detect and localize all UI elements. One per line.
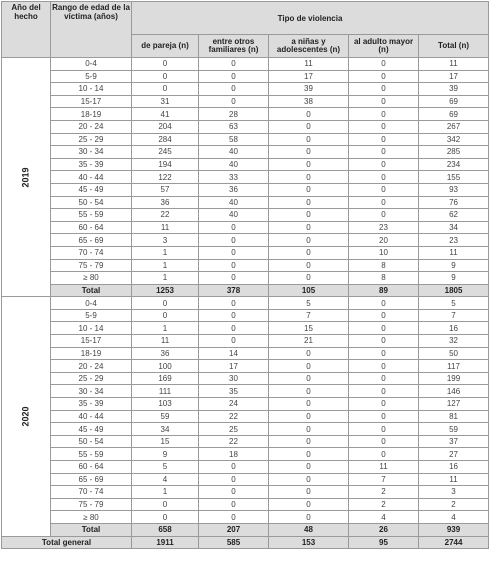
value-cell: 0: [132, 83, 199, 96]
age-range-cell: 70 - 74: [51, 246, 132, 259]
value-cell: 34: [132, 423, 199, 436]
value-cell: 0: [269, 221, 349, 234]
value-cell: 50: [419, 347, 489, 360]
age-range-cell: 15-17: [51, 335, 132, 348]
value-cell: 0: [269, 423, 349, 436]
table-row: [2, 335, 489, 348]
value-cell: 0: [269, 486, 349, 499]
value-cell: 33: [199, 171, 269, 184]
value-cell: 36: [199, 183, 269, 196]
value-cell: 0: [199, 70, 269, 83]
value-cell: 1: [132, 322, 199, 335]
value-cell: 4: [419, 511, 489, 524]
value-cell: 40: [199, 196, 269, 209]
table-row: [2, 372, 489, 385]
age-range-cell: 0-4: [51, 297, 132, 310]
value-cell: 103: [132, 398, 199, 411]
value-cell: 0: [199, 461, 269, 474]
table-header: [2, 2, 489, 58]
value-cell: 0: [349, 435, 419, 448]
age-range-cell: 50 - 54: [51, 196, 132, 209]
value-cell: 1: [132, 486, 199, 499]
value-cell: 31: [132, 95, 199, 108]
grand-total-row: [2, 536, 489, 549]
table-row: [2, 83, 489, 96]
value-cell: 11: [419, 58, 489, 71]
violence-table-container: [1, 1, 489, 549]
value-cell: 0: [199, 473, 269, 486]
value-cell: 0: [349, 183, 419, 196]
value-cell: 0: [269, 372, 349, 385]
value-cell: 32: [419, 335, 489, 348]
total-label: Total: [51, 523, 132, 536]
value-cell: 0: [132, 309, 199, 322]
value-cell: 11: [349, 461, 419, 474]
total-row: [2, 523, 489, 536]
table-row: [2, 146, 489, 159]
value-cell: 63: [199, 120, 269, 133]
value-cell: 1: [132, 246, 199, 259]
value-cell: 0: [269, 410, 349, 423]
age-range-cell: 18-19: [51, 347, 132, 360]
value-cell: 0: [349, 196, 419, 209]
age-range-cell: 20 - 24: [51, 120, 132, 133]
table-row: [2, 498, 489, 511]
age-range-cell: 15-17: [51, 95, 132, 108]
age-range-cell: 45 - 49: [51, 183, 132, 196]
value-cell: 245: [132, 146, 199, 159]
value-cell: 127: [419, 398, 489, 411]
age-range-cell: 25 - 29: [51, 133, 132, 146]
value-cell: 1: [132, 272, 199, 285]
age-range-cell: 10 - 14: [51, 322, 132, 335]
value-cell: 27: [419, 448, 489, 461]
value-cell: 0: [269, 272, 349, 285]
age-range-cell: ≥ 80: [51, 272, 132, 285]
value-cell: 0: [269, 209, 349, 222]
value-cell: 9: [132, 448, 199, 461]
value-cell: 0: [269, 360, 349, 373]
value-cell: 0: [269, 347, 349, 360]
value-cell: 0: [269, 448, 349, 461]
value-cell: 284: [132, 133, 199, 146]
value-cell: 0: [349, 133, 419, 146]
grand-total-cell: 2744: [419, 536, 489, 549]
value-cell: 40: [199, 158, 269, 171]
value-cell: 169: [132, 372, 199, 385]
value-cell: 267: [419, 120, 489, 133]
value-cell: 16: [419, 461, 489, 474]
value-cell: 17: [269, 70, 349, 83]
value-cell: 0: [349, 297, 419, 310]
value-cell: 15: [269, 322, 349, 335]
value-cell: 0: [269, 146, 349, 159]
value-cell: 0: [269, 259, 349, 272]
age-range-cell: 30 - 34: [51, 385, 132, 398]
value-cell: 41: [132, 108, 199, 121]
value-cell: 81: [419, 410, 489, 423]
value-cell: 0: [349, 410, 419, 423]
value-cell: 3: [419, 486, 489, 499]
header-col-pareja: de pareja (n): [132, 35, 199, 58]
table-row: [2, 410, 489, 423]
age-range-cell: 60 - 64: [51, 221, 132, 234]
value-cell: 0: [349, 448, 419, 461]
value-cell: 122: [132, 171, 199, 184]
total-row: [2, 284, 489, 297]
value-cell: 17: [199, 360, 269, 373]
value-cell: 28: [199, 108, 269, 121]
value-cell: 0: [269, 133, 349, 146]
value-cell: 0: [349, 83, 419, 96]
table-row: [2, 435, 489, 448]
value-cell: 0: [349, 146, 419, 159]
value-cell: 23: [349, 221, 419, 234]
value-cell: 7: [269, 309, 349, 322]
value-cell: 10: [349, 246, 419, 259]
table-row: [2, 133, 489, 146]
table-row: [2, 473, 489, 486]
header-violence-type: Tipo de violencia: [132, 2, 489, 35]
table-row: [2, 398, 489, 411]
age-range-cell: 50 - 54: [51, 435, 132, 448]
value-cell: 2: [419, 498, 489, 511]
value-cell: 0: [349, 95, 419, 108]
value-cell: 155: [419, 171, 489, 184]
value-cell: 11: [132, 221, 199, 234]
value-cell: 24: [199, 398, 269, 411]
header-age-range: Rango de edad de la víctima (años): [51, 2, 132, 58]
total-label: Total: [51, 284, 132, 297]
value-cell: 0: [199, 486, 269, 499]
value-cell: 76: [419, 196, 489, 209]
table-row: [2, 221, 489, 234]
table-row: [2, 385, 489, 398]
table-row: [2, 196, 489, 209]
value-cell: 0: [349, 158, 419, 171]
value-cell: 22: [199, 410, 269, 423]
age-range-cell: 25 - 29: [51, 372, 132, 385]
table-row: [2, 423, 489, 436]
value-cell: 0: [199, 259, 269, 272]
table-row: [2, 158, 489, 171]
value-cell: 0: [269, 498, 349, 511]
value-cell: 0: [349, 372, 419, 385]
value-cell: 146: [419, 385, 489, 398]
value-cell: 0: [199, 221, 269, 234]
value-cell: 0: [269, 435, 349, 448]
value-cell: 23: [419, 234, 489, 247]
table-row: [2, 183, 489, 196]
value-cell: 17: [419, 70, 489, 83]
value-cell: 36: [132, 347, 199, 360]
value-cell: 0: [349, 423, 419, 436]
value-cell: 0: [349, 70, 419, 83]
value-cell: 0: [349, 347, 419, 360]
value-cell: 7: [349, 473, 419, 486]
grand-total-cell: 95: [349, 536, 419, 549]
value-cell: 11: [269, 58, 349, 71]
value-cell: 0: [132, 498, 199, 511]
header-year: Año del hecho: [2, 2, 51, 58]
value-cell: 0: [132, 70, 199, 83]
value-cell: 58: [199, 133, 269, 146]
table-row: [2, 246, 489, 259]
table-body: [2, 58, 489, 549]
total-cell: 658: [132, 523, 199, 536]
value-cell: 0: [199, 511, 269, 524]
total-cell: 939: [419, 523, 489, 536]
age-range-cell: 40 - 44: [51, 410, 132, 423]
age-range-cell: 75 - 79: [51, 498, 132, 511]
value-cell: 69: [419, 95, 489, 108]
age-range-cell: 45 - 49: [51, 423, 132, 436]
header-col-adulto-mayor: al adulto mayor (n): [349, 35, 419, 58]
value-cell: 2: [349, 486, 419, 499]
total-cell: 1805: [419, 284, 489, 297]
total-cell: 378: [199, 284, 269, 297]
total-cell: 105: [269, 284, 349, 297]
year-label: 2019: [20, 167, 31, 188]
value-cell: 34: [419, 221, 489, 234]
value-cell: 15: [132, 435, 199, 448]
value-cell: 40: [199, 146, 269, 159]
table-row: [2, 272, 489, 285]
value-cell: 22: [132, 209, 199, 222]
table-row: [2, 234, 489, 247]
age-range-cell: 65 - 69: [51, 234, 132, 247]
value-cell: 30: [199, 372, 269, 385]
value-cell: 59: [419, 423, 489, 436]
total-cell: 89: [349, 284, 419, 297]
value-cell: 1: [132, 259, 199, 272]
value-cell: 0: [269, 511, 349, 524]
value-cell: 100: [132, 360, 199, 373]
value-cell: 0: [132, 297, 199, 310]
age-range-cell: 35 - 39: [51, 398, 132, 411]
value-cell: 194: [132, 158, 199, 171]
table-row: [2, 309, 489, 322]
table-row: [2, 171, 489, 184]
grand-total-cell: 585: [199, 536, 269, 549]
value-cell: 204: [132, 120, 199, 133]
age-range-cell: 5-9: [51, 70, 132, 83]
value-cell: 11: [419, 473, 489, 486]
value-cell: 69: [419, 108, 489, 121]
value-cell: 0: [199, 83, 269, 96]
value-cell: 5: [132, 461, 199, 474]
age-range-cell: 35 - 39: [51, 158, 132, 171]
value-cell: 0: [199, 272, 269, 285]
value-cell: 0: [199, 309, 269, 322]
value-cell: 0: [269, 108, 349, 121]
value-cell: 39: [269, 83, 349, 96]
value-cell: 39: [419, 83, 489, 96]
value-cell: 0: [269, 171, 349, 184]
value-cell: 35: [199, 385, 269, 398]
age-range-cell: 70 - 74: [51, 486, 132, 499]
grand-total-cell: 1911: [132, 536, 199, 549]
table-row: [2, 360, 489, 373]
value-cell: 0: [269, 473, 349, 486]
age-range-cell: 18-19: [51, 108, 132, 121]
value-cell: 111: [132, 385, 199, 398]
value-cell: 0: [349, 398, 419, 411]
value-cell: 0: [132, 511, 199, 524]
value-cell: 0: [349, 108, 419, 121]
table-row: [2, 259, 489, 272]
value-cell: 20: [349, 234, 419, 247]
value-cell: 9: [419, 272, 489, 285]
year-cell: [2, 58, 51, 297]
value-cell: 0: [349, 335, 419, 348]
value-cell: 7: [419, 309, 489, 322]
year-cell: [2, 297, 51, 536]
value-cell: 0: [269, 398, 349, 411]
table-row: [2, 70, 489, 83]
value-cell: 0: [269, 120, 349, 133]
table-row: [2, 448, 489, 461]
value-cell: 0: [199, 234, 269, 247]
grand-total-cell: 153: [269, 536, 349, 549]
age-range-cell: 60 - 64: [51, 461, 132, 474]
value-cell: 36: [132, 196, 199, 209]
header-col-familiares: entre otros familiares (n): [199, 35, 269, 58]
table-row: [2, 322, 489, 335]
value-cell: 342: [419, 133, 489, 146]
value-cell: 0: [269, 246, 349, 259]
value-cell: 285: [419, 146, 489, 159]
value-cell: 4: [349, 511, 419, 524]
total-cell: 26: [349, 523, 419, 536]
value-cell: 0: [199, 335, 269, 348]
value-cell: 0: [269, 158, 349, 171]
value-cell: 0: [349, 385, 419, 398]
value-cell: 2: [349, 498, 419, 511]
value-cell: 93: [419, 183, 489, 196]
age-range-cell: 55 - 59: [51, 209, 132, 222]
value-cell: 0: [349, 309, 419, 322]
table-row: [2, 461, 489, 474]
total-cell: 1253: [132, 284, 199, 297]
value-cell: 117: [419, 360, 489, 373]
table-row: [2, 511, 489, 524]
value-cell: 21: [269, 335, 349, 348]
value-cell: 0: [349, 322, 419, 335]
table-row: [2, 120, 489, 133]
age-range-cell: 40 - 44: [51, 171, 132, 184]
table-row: [2, 347, 489, 360]
value-cell: 0: [199, 322, 269, 335]
table-row: [2, 58, 489, 71]
value-cell: 62: [419, 209, 489, 222]
value-cell: 0: [199, 297, 269, 310]
value-cell: 11: [419, 246, 489, 259]
value-cell: 0: [269, 196, 349, 209]
value-cell: 0: [269, 234, 349, 247]
value-cell: 5: [269, 297, 349, 310]
value-cell: 0: [199, 246, 269, 259]
table-row: [2, 108, 489, 121]
age-range-cell: 10 - 14: [51, 83, 132, 96]
total-cell: 48: [269, 523, 349, 536]
value-cell: 199: [419, 372, 489, 385]
value-cell: 0: [269, 385, 349, 398]
age-range-cell: 0-4: [51, 58, 132, 71]
age-range-cell: 55 - 59: [51, 448, 132, 461]
age-range-cell: 5-9: [51, 309, 132, 322]
table-row: [2, 486, 489, 499]
value-cell: 11: [132, 335, 199, 348]
value-cell: 8: [349, 259, 419, 272]
header-col-ninas: a niñas y adolescentes (n): [269, 35, 349, 58]
value-cell: 25: [199, 423, 269, 436]
value-cell: 38: [269, 95, 349, 108]
value-cell: 14: [199, 347, 269, 360]
table-row: [2, 95, 489, 108]
value-cell: 0: [349, 209, 419, 222]
value-cell: 0: [269, 183, 349, 196]
value-cell: 8: [349, 272, 419, 285]
table-row: [2, 209, 489, 222]
age-range-cell: 65 - 69: [51, 473, 132, 486]
grand-total-label: Total general: [2, 536, 132, 549]
violence-table: [1, 1, 489, 549]
value-cell: 0: [199, 58, 269, 71]
value-cell: 0: [349, 120, 419, 133]
value-cell: 37: [419, 435, 489, 448]
value-cell: 0: [199, 95, 269, 108]
value-cell: 0: [132, 58, 199, 71]
age-range-cell: ≥ 80: [51, 511, 132, 524]
age-range-cell: 30 - 34: [51, 146, 132, 159]
value-cell: 4: [132, 473, 199, 486]
value-cell: 22: [199, 435, 269, 448]
value-cell: 0: [349, 360, 419, 373]
value-cell: 18: [199, 448, 269, 461]
header-col-total: Total (n): [419, 35, 489, 58]
value-cell: 234: [419, 158, 489, 171]
age-range-cell: 20 - 24: [51, 360, 132, 373]
value-cell: 0: [349, 171, 419, 184]
value-cell: 59: [132, 410, 199, 423]
total-cell: 207: [199, 523, 269, 536]
value-cell: 0: [349, 58, 419, 71]
value-cell: 5: [419, 297, 489, 310]
value-cell: 0: [199, 498, 269, 511]
value-cell: 3: [132, 234, 199, 247]
value-cell: 40: [199, 209, 269, 222]
value-cell: 16: [419, 322, 489, 335]
age-range-cell: 75 - 79: [51, 259, 132, 272]
year-label: 2020: [20, 406, 31, 427]
table-row: [2, 297, 489, 310]
value-cell: 0: [269, 461, 349, 474]
value-cell: 9: [419, 259, 489, 272]
value-cell: 57: [132, 183, 199, 196]
